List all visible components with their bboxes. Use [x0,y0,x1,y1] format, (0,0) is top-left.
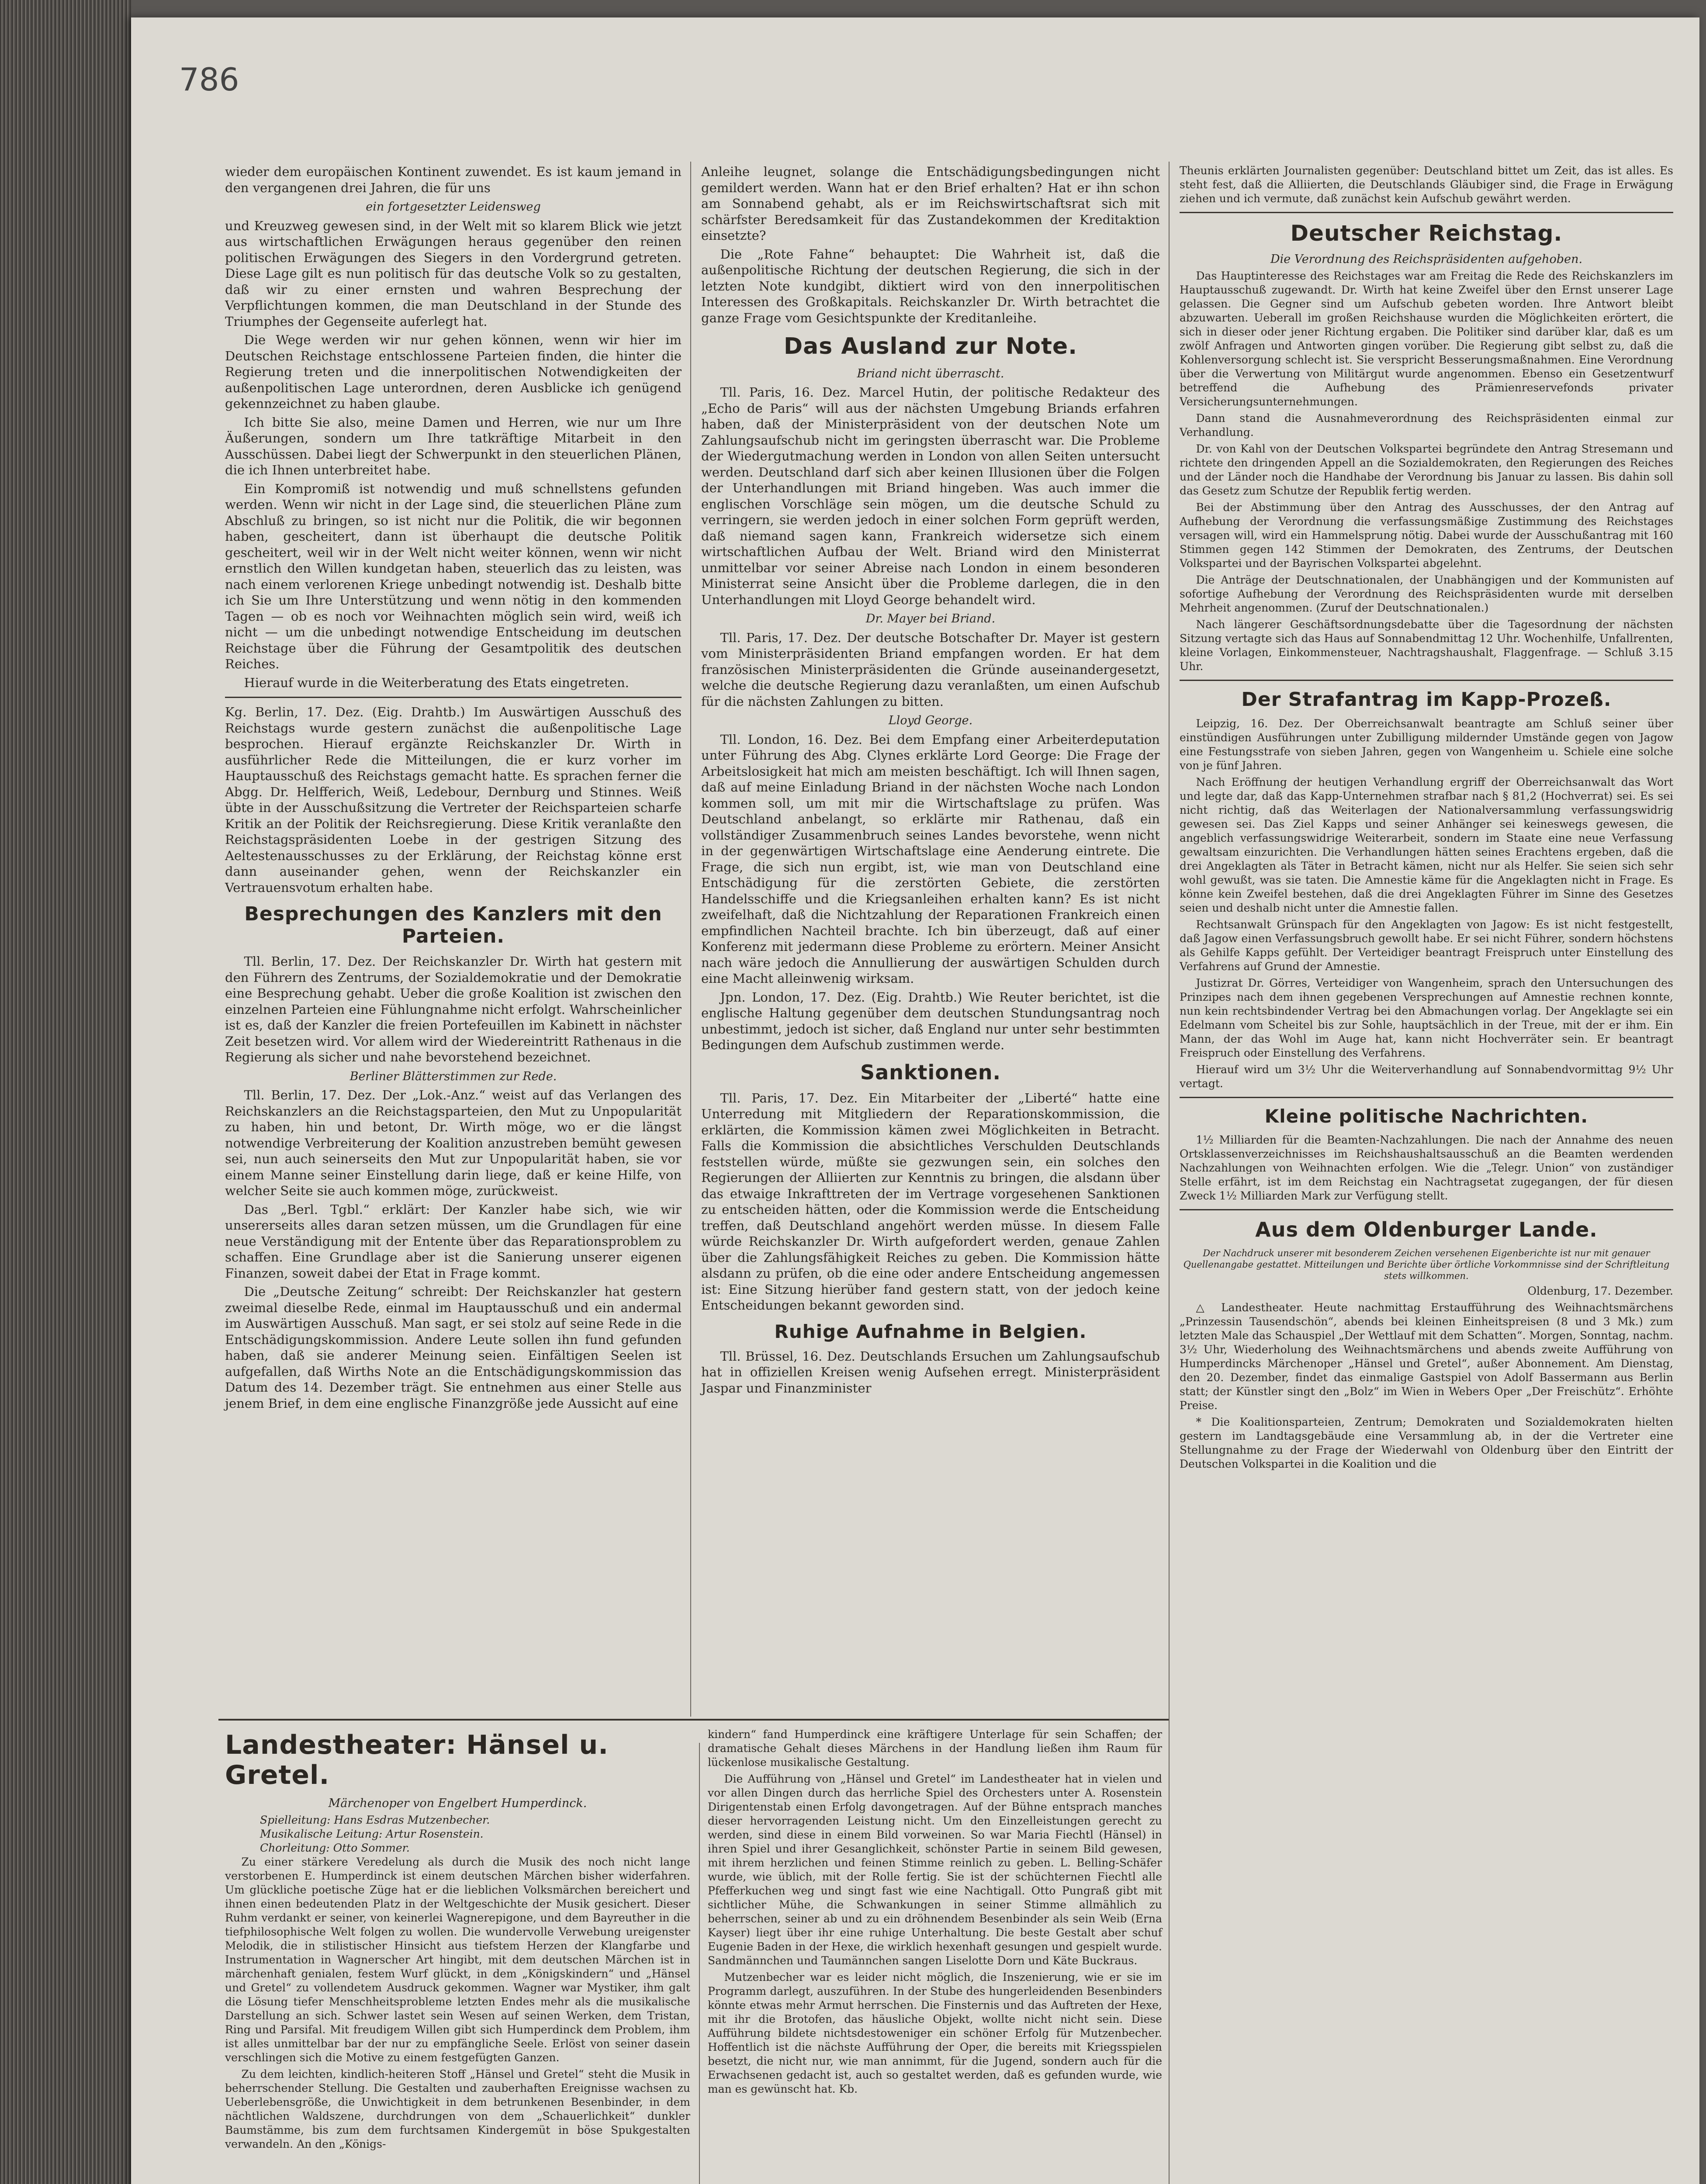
column-rule [690,162,691,1717]
paragraph: Rechtsanwalt Grünspach für den Angeklagten von Jagow: Es ist nicht festgestellt, daß Jagow einen Verfassungsbruch gewollt habe. Er sei nicht Führer, sondern höchstens als Gehilfe Kapps gefühlt. Der Verteidiger beantragt Freispruch unter Einstellung des Verfahrens auf Grund der Amnestie. [1180,918,1673,973]
divider [1180,680,1673,681]
credit-line: Chorleitung: Otto Sommer. [260,1842,410,1854]
paragraph: Tll. Paris, 17. Dez. Ein Mitarbeiter der „Liberté“ hatte eine Unterredung mit Mitgliedern der Reparationskommission, die erklärten, die Kommission kämen zwei Möglichkeiten in Betracht. Falls die Kommission die absichtliches Verschulden Deutschlands feststellen würde, müßte sie gezwungen sein, ein solches den Regierungen der Alliierten zur Kenntnis zu bringen, die alsdann über das etwaige Inkrafttreten der im Vertrage vorgesehenen Sanktionen zu entscheiden hätten, oder die Kommission werde die Entscheidung treffen, daß Deutschland angehört werden müsse. In diesem Falle würde Reichskanzler Dr. Wirth aufgefordert werden, genaue Zahlen über die Zahlungsfähigkeit Reiches zu geben. Die Kommission hätte alsdann zu prüfen, ob die eine oder andere Entscheidung angemessen ist: Eine Sitzung hierüber fand gestern statt, von der jedoch keine Entscheidungen bekannt geworden sind. [701,1090,1160,1313]
subheading: Dr. Mayer bei Briand. [865,612,996,626]
page-number: 786 [179,61,239,98]
paragraph: △ Landestheater. Heute nachmittag Erstaufführung des Weihnachtsmärchens „Prinzessin Tausendschön“, abends bei kleinen Einheitspreisen (8 und 3 Mk.) zum letzten Male das Schauspiel „Der Wettlauf mit dem Schatten“. Morgen, Sonntag, nachm. 3½ Uhr, Wiederholung des Weihnachtsmärchens und abends zweite Aufführung von Humperdincks Märchenoper „Hänsel und Gretel“, außer Abonnement. Am Dienstag, den 20. Dezember, findet das einmalige Gastspiel von Adolf Bassermann aus Berlin statt; der Künstler singt den „Bolz“ im Wien in Webers Oper „Der Freischütz“. Erhöhte Preise. [1180,1301,1673,1412]
paragraph: Tll. Brüssel, 16. Dez. Deutschlands Ersuchen um Zahlungsaufschub hat in offiziellen Kreisen wenig Aufsehen erregt. Ministerpräsident Jaspar und Finanzminister [701,1348,1160,1396]
credits [225,1813,690,1855]
subheading: Lloyd George. [888,714,973,728]
paragraph: wieder dem europäischen Kontinent zuwendet. Es ist kaum jemand in den vergangenen drei Jahren, die für uns [225,164,682,195]
headline: Der Strafantrag im Kapp-Prozeß. [1241,688,1612,711]
divider [1180,212,1673,213]
paragraph: Bei der Abstimmung über den Antrag des Ausschusses, der den Antrag auf Aufhebung der Verordnung die verfassungsmäßige Zustimmung des Reichstages versagen will, wird ein Hammelsprung nötig. Dabei wurde der Ausschußantrag mit 160 Stimmen gegen 142 Stimmen der Demokraten, des Zentrums, der Deutschen Volkspartei und der Bayrischen Volkspartei abgelehnt. [1180,501,1673,570]
paragraph: Die „Deutsche Zeitung“ schreibt: Der Reichskanzler hat gestern zweimal dieselbe Rede, einmal im Hauptausschuß und ein andermal im Auswärtigen Ausschuß. Man sagt, er sei stolz auf seine Rede in die Entschädigungskommission. Andere Leute sollen ihn fund gefunden haben, daß sie anderer Meinung seien. Einfältigen Seelen ist aufgefallen, daß Wirths Note an die Entschädigungskommission das Datum des 14. Dezember trägt. Sie entnehmen aus einer Stelle aus jenem Brief, in dem eine englische Finanzgröße jede Aussicht auf eine [225,1284,682,1411]
paragraph: Die Wege werden wir nur gehen können, wenn wir hier im Deutschen Reichstage entschlossene Parteien finden, die hinter die Regierung treten und die innerpolitischen Notwendigkeiten der außenpolitischen Lage unterordnen, deren Ausblicke ich genügend gekennzeichnet zu haben glaube. [225,332,682,411]
paragraph: Nach Eröffnung der heutigen Verhandlung ergriff der Oberreichsanwalt das Wort und legte dar, daß das Kapp-Unternehmen strafbar nach § 81,2 (Hochverrat) sei. Es sei nicht richtig, daß das Weiterlagen der Nationalversammlung verfassungswidrig gewesen sei. Das Ziel Kapps und seiner Anhänger sei keineswegs gewesen, die angeblich verfassungswidrige Weiterarbeit, sondern im Staate eine neue Verfassung gewaltsam einzurichten. Die Verhandlungen hätten seines Erachtens ergeben, daß die drei Angeklagten als Täter in Betracht kämen, nicht nur als Helfer. Sie seien sich sehr wohl gewußt, was sie taten. Die Amnestie käme für die Angeklagten nicht in Frage. Es könne kein Zweifel bestehen, daß die drei Angeklagten Führer im Sinne des Gesetzes seien und deshalb nicht unter die Amnestie fallen. [1180,776,1673,915]
paragraph: 1½ Milliarden für die Beamten-Nachzahlungen. Die nach der Annahme des neuen Ortsklassenverzeichnisses im Reichshaushaltsausschuß an die Beamten werdenden Nachzahlungen von Weihnachten erfolgen. Wie die „Telegr. Union“ von zuständiger Stelle erfährt, ist im dem Reichstag ein Nachtragsetat zugegangen, der für diesen Zweck 1½ Milliarden Mark zur Verfügung stellt. [1180,1133,1673,1203]
headline: Aus dem Oldenburger Lande. [1255,1218,1598,1242]
column-2 [701,164,1160,1399]
subheading: ein fortgesetzter Leidensweg [366,200,541,214]
paragraph: Mutzenbecher war es leider nicht möglich, die Inszenierung, wie er sie im Programm darlegt, auszuführen. In der Stube des hungerleidenden Besenbinders könnte etwas mehr Armut herrschen. Die Finsternis und das Auftreten der Hexe, mit ihr die Brotofen, das häusliche Objekt, wollte nicht nicht sein. Diese Aufführung bildete nichtsdestoweniger ein schöner Erfolg für Mutzenbecher. Hoffentlich ist die nächste Aufführung der Oper, die bereits mit Kriegsspielen besetzt, die nicht nur, wie man annimmt, für die Jugend, sondern auch für die Erwachsenen gedacht ist, auch so gestaltet werden, daß es gefunden wurde, wie man es gewünscht hat. Kb. [708,1971,1162,2095]
dateline: Oldenburg, 17. Dezember. [1527,1285,1673,1298]
headline: Das Ausland zur Note. [784,333,1077,359]
review-subtitle: Märchenoper von Engelbert Humperdinck. [328,1797,587,1810]
paragraph: Theunis erklärten Journalisten gegenüber: Deutschland bittet um Zeit, das ist alles. Es steht fest, daß die Alliierten, die Deutschlands Gläubiger sind, die Frage in Erwägung ziehen und ich vermute, daß zunächst kein Aufschub gewährt werden. [1180,164,1673,205]
paragraph: Tll. Berlin, 17. Dez. Der Reichskanzler Dr. Wirth hat gestern mit den Führern des Zentrums, der Sozialdemokratie und der Demokratie eine Besprechung gehabt. Ueber die große Koalition ist zwischen den einzelnen Parteien eine Fühlungnahme nicht erfolgt. Wahrscheinlicher ist es, daß der Kanzler die freien Portefeuillen im Kabinett in nächster Zeit besetzen wird. Vor allem wird der Wiedereintritt Rathenaus in die Regierung als sicher und nahe bevorstehend bezeichnet. [225,954,682,1065]
divider [225,697,682,698]
paragraph: Die Anträge der Deutschnationalen, der Unabhängigen und der Kommunisten auf sofortige Aufhebung der Verordnung des Reichspräsidenten wurde mit derselben Mehrheit angenommen. (Zuruf der Deutschnationalen.) [1180,573,1673,614]
paragraph: Die Aufführung von „Hänsel und Gretel“ im Landestheater hat in vielen und vor allen Dingen durch das herrliche Spiel des Orchesters unter A. Rosenstein Dirigentenstab einen Erfolg davongetragen. Auf der Bühne entsprach manches dieser hervorragenden Leistung nicht. Um den Einzelleistungen gerecht zu werden, sind diese in einem Bild vorweinen. So war Maria Fiechtl (Hänsel) in ihren Spiel und ihrer Gesanglichkeit, schönster Partie in seinem Bild gewesen, mit ihrem herzlichen und feinen Stimme reinlich zu geben. L. Belling-Schäfer wurde, wie üblich, mit der Rolle fertig. Sie ist der schüchternen Fiechtl alle Pfefferkuchen weg und singt fast wie eine Nachtigall. Otto Pungraß gibt mit sichtlicher Mühe, die Schwankungen in seiner Stimme allmählich zu beherrschen, seiner ab und zu ein dröhnendem Besenbinder als sein Weib (Erna Kayser) liegt über ihr eine ruhige Unterhaltung. Die beste Gestalt aber schuf Eugenie Baden in der Hexe, die wirklich hexenhaft gesungen und gespielt wurde. Sandmännchen und Taumännchen sangen Liselotte Dorn und Käte Buckraus. [708,1773,1162,1967]
divider [1180,1097,1673,1098]
paragraph: und Kreuzweg gewesen sind, in der Welt mit so klarem Blick wie jetzt aus wirtschaftlichen Erwägungen heraus gegenüber den reinen politischen Erwägungen des Siegers in den Vordergrund getreten. Diese Lage gilt es nun politisch für das deutsche Volk so zu gestalten, daß wir zu einer ernsten und wahren Besprechung der Verpflichtungen kommen, die man Deutschland in der Stunde des Triumphes der Gegenseite auferlegt hat. [225,218,682,329]
headline: Deutscher Reichstag. [1290,221,1563,246]
paragraph: kindern“ fand Humperdinck eine kräftigere Unterlage für sein Schaffen; der dramatische Gehalt dieses Märchens in der Handlung ließen ihm Raum für lückenlose musikalische Gestaltung. [708,1728,1162,1769]
column-3 [1180,164,1673,1474]
newspaper-page [131,17,1699,2184]
subheading: Briand nicht überrascht. [857,366,1004,380]
column-1 [225,164,682,1414]
paragraph: Anleihe leugnet, solange die Entschädigungsbedingungen nicht gemildert werden. Wann hat er den Brief erhalten? Hat er ihn schon am Sonnabend gehabt, als er im Reichswirtschaftsrat sich mit schärfster Beredsamkeit für das Zustandekommen der Kreditaktion einsetzte? [701,164,1160,243]
theater-review-column-1 [225,1728,690,2154]
paragraph: Hierauf wird um 3½ Uhr die Weiterverhandlung auf Sonnabendvormittag 9½ Uhr vertagt. [1180,1063,1673,1090]
paragraph: Dann stand die Ausnahmeverordnung des Reichspräsidenten einmal zur Verhandlung. [1180,411,1673,439]
paragraph: Tll. Berlin, 17. Dez. Der „Lok.-Anz.“ weist auf das Verlangen des Reichskanzlers an die Reichstagsparteien, den Mut zu Unpopularität zu haben, hin und betont, Dr. Wirth möge, wo er die längst notwendige Verbreiterung der Koalition anzustreben bemüht gewesen sei, nun auch seinerseits den Mut zur Unpopularität haben, sie vor einem Manne seiner Einstellung darin liege, daß er keine Hilfe, von welcher Seite sie auch kommen möge, zurückweist. [225,1088,682,1199]
paragraph: Nach längerer Geschäftsordnungsdebatte über die Tagesordnung der nächsten Sitzung vertagte sich das Haus auf Sonnabendmittag 12 Uhr. Wochenhilfe, Unfallrenten, kleine Vorlagen, Einkommensteuer, Nachtragshaushalt, Flaggenfrage. — Schluß 3.15 Uhr. [1180,618,1673,673]
headline: Kleine politische Nachrichten. [1264,1106,1588,1127]
subheading: Berliner Blätterstimmen zur Rede. [350,1069,557,1083]
theater-review-column-2 [708,1728,1162,2099]
credit-line: Spielleitung: Hans Esdras Mutzenbecher. [260,1814,490,1826]
paragraph: Kg. Berlin, 17. Dez. (Eig. Drahtb.) Im Auswärtigen Ausschuß des Reichstags wurde gestern zunächst die außenpolitische Lage besprochen. Hierauf ergänzte Reichskanzler Dr. Wirth in ausführlicher Rede die Mitteilungen, die er kurz vorher im Hauptausschuß des Reichstags gemacht hatte. Es sprachen ferner die Abgg. Dr. Helfferich, Weiß, Ledebour, Dernburg und Stinnes. Weiß übte in der Ausschußsitzung die Vertreter der Reichsparteien scharfe Kritik an der Politik der Reichsregierung. Diese Kritik veranlaßte den Reichstagspräsidenten Loebe in der gestrigen Sitzung des Aeltestenausschusses zu der Erklärung, der Reichstag könne erst dann auseinander gehen, wenn der Reichskanzler ein Vertrauensvotum erhalten habe. [225,705,682,895]
paragraph: Jpn. London, 17. Dez. (Eig. Drahtb.) Wie Reuter berichtet, ist die englische Haltung gegenüber dem deutschen Stundungsantrag noch unbestimmt, jedoch ist sicher, daß England nur unter sehr bestimmten Bedingungen dem Aufschub zustimmen werde. [701,989,1160,1053]
book-spine [0,0,131,2184]
paragraph: Zu einer stärkere Veredelung als durch die Musik des noch nicht lange verstorbenen E. Humperdinck ist einem deutschen Märchen bisher widerfahren. Um glückliche poetische Züge hat er die lieblichen Volksmärchen bereichert und ihnen einen bedeutenden Platz in der Weltgeschichte der Musik gesichert. Dieser Ruhm verdankt er seiner, von keinerlei Wagnerepigone, und dem Bayreuther in die tiefphilosophische Welt folgen zu wollen. Die wundervolle Verwebung ureigenster Melodik, die in stilistischer Hinsicht aus tiefstem Herzen der Klangfarbe und Instrumentation in Wagnerscher Art hingibt, mit dem deutschen Märchen ist in märchenhaft genialen, festem Wurf glückt, in dem „Königskindern“ und „Hänsel und Gretel“ zu vollendetem Ausdruck gekommen. Wagner war Mystiker, ihm galt die Lösung tiefer Menschheitsprobleme letzten Endes mehr als die musikalische Darstellung an sich. Schwer lastet sein Wesen auf seinen Werken, dem Tristan, Ring und Parsifal. Mit freudigem Willen gibt sich Humperdinck dem Problem, ihm ist alles unmittelbar bar der nur zu empfängliche Seele. Erlöst von seiner dasein verschlingen sich die Motive zu einem festgefügten Ganzen. [225,1856,690,2064]
column-rule [699,1743,700,2184]
paragraph: Ich bitte Sie also, meine Damen und Herren, wie nur um Ihre Äußerungen, sondern um Ihre tatkräftige Mitarbeit in den Ausschüssen. Dabei liegt der Schwerpunkt in den steuerlichen Plänen, die ich Ihnen unterbreitet habe. [225,415,682,477]
subheading: Die Verordnung des Reichspräsidenten aufgehoben. [1270,252,1583,266]
paragraph: Ein Kompromiß ist notwendig und muß schnellstens gefunden werden. Wenn wir nicht in der Lage sind, die steuerlichen Pläne zum Abschluß zu bringen, so ist nicht nur die Politik, die wir begonnen haben, gescheitert, dann ist überhaupt die deutsche Politik gescheitert, weil wir in der Welt nicht weiter können, wenn wir nicht ernstlich den Willen kundgetan haben, steuerlich das zu leisten, was nach einem verlorenen Kriege unbedingt notwendig ist. Deshalb bitte ich Sie um Ihre Unterstützung und wenn nötig in den kommenden Tagen — ob es noch vor Weihnachten möglich sein wird, weiß ich nicht — um die unbedingt notwendige Entscheidung im deutschen Reichstage über die Führung der Gesamtpolitik des deutschen Reiches. [225,481,682,671]
column-rule [1169,162,1170,2184]
paragraph: Die „Rote Fahne“ behauptet: Die Wahrheit ist, daß die außenpolitische Richtung der deutschen Regierung, die sich in der letzten Note kundgibt, diktiert wird von den innerpolitischen Interessen des Großkapitals. Reichskanzler Dr. Wirth betrachtet die ganze Frage vom Gesichtspunkte der Kreditanleihe. [701,246,1160,325]
paragraph: Leipzig, 16. Dez. Der Oberreichsanwalt beantragte am Schluß seiner über einstündigen Ausführungen unter Zubilligung mildernder Umstände gegen von Jagow eine Festungsstrafe von sieben Jahren, gegen von Wangenheim u. Schiele eine solche von je fünf Jahren. [1180,717,1673,772]
subheading: Der Nachdruck unserer mit besonderem Zeichen versehenen Eigenberichte ist nur mit genauer Quellenangabe gestattet. Mitteilungen und Berichte über örtliche Vorkommnisse sind der Schriftleitung stets willkommen. [1183,1248,1670,1282]
headline: Sanktionen. [860,1060,1001,1084]
paragraph: Tll. Paris, 17. Dez. Der deutsche Botschafter Dr. Mayer ist gestern vom Ministerpräsidenten Briand empfangen worden. Er hat dem französischen Ministerpräsidenten die Gründe auseinandergesetzt, welche die deutsche Regierung dazu veranlaßten, um einen Aufschub für die nächsten Zahlungen zu bitten. [701,630,1160,709]
feuilleton-rule [218,1719,1169,1721]
credit-line: Musikalische Leitung: Artur Rosenstein. [260,1828,484,1840]
paragraph: Das „Berl. Tgbl.“ erklärt: Der Kanzler habe sich, wie wir unsererseits alles daran setzen müssen, um die Grundlagen für eine neue Verständigung mit der Entente über das Reparationsproblem zu schaffen. Eine Grundlage aber ist die Sanierung unserer eigenen Finanzen, soweit dabei der Etat in Frage kommt. [225,1202,682,1281]
headline: Besprechungen des Kanzlers mit den Parteien. [244,903,662,947]
paragraph: Hierauf wurde in die Weiterberatung des Etats eingetreten. [244,675,629,690]
review-title: Landestheater: Hänsel u. Gretel. [225,1730,609,1790]
paragraph: * Die Koalitionsparteien, Zentrum; Demokraten und Sozialdemokraten hielten gestern im Landtagsgebäude eine Versammlung ab, in der die Vertreter eine Stellungnahme zu der Frage der Wiederwahl von Oldenburg über den Eintritt der Deutschen Volkspartei in die Koalition und die [1180,1416,1673,1471]
paragraph: Justizrat Dr. Görres, Verteidiger von Wangenheim, sprach den Untersuchungen des Prinzipes nach dem ihnen gegebenen Versprechungen auf Amnestie rechnen konnte, nun kein rechtsbindender Vertrag bei den Abmachungen vorlag. Der Angeklagte sei ein Edelmann vom Scheitel bis zur Sohle, hauptsächlich in der Treue, mit der er ihm. Ein Mann, der das Wohl im Auge hat, kann nicht Hochverräter sein. Er beantragt Freispruch oder Einstellung des Verfahrens. [1180,977,1673,1060]
paragraph: Dr. von Kahl von der Deutschen Volkspartei begründete den Antrag Stresemann und richtete den dringenden Appell an die Sozialdemokraten, den Regierungen des Reiches und der Länder noch die Handhabe der Verordnung bis Januar zu lassen. Bis dahin soll das Gesetz zum Schutze der Republik fertig werden. [1180,442,1673,497]
headline: Ruhige Aufnahme in Belgien. [774,1320,1087,1342]
divider [1180,1209,1673,1210]
paragraph: Tll. London, 16. Dez. Bei dem Empfang einer Arbeiterdeputation unter Führung des Abg. Clynes erklärte Lord George: Die Frage der Arbeitslosigkeit hat mich am meisten beschäftigt. Ich will Ihnen sagen, daß auf meine Einladung Briand in der nächsten Woche nach London kommen soll, um mit mir die Wirtschaftslage zu prüfen. Was Deutschland anbelangt, so erklärte mir Rathenau, daß ein vollständiger Zusammenbruch seines Landes bevorstehe, wenn nicht in der gegenwärtigen Wirtschaftslage eine Aenderung eintrete. Die Frage, die sich nun ergibt, ist, wie man von Deutschland eine Entschädigung für die zerstörten Gebiete, die zerstörten Handelsschiffe und die Kriegsanleihen erhalten kann? Es ist nicht zweifelhaft, daß die Nichtzahlung der Reparationen Frankreich einen empfindlichen Nachteil brachte. Ich bin überzeugt, daß auf einer Konferenz mit jedermann diese Probleme zu erörtern. Meiner Ansicht nach wäre jedoch die Annullierung der auswärtigen Schulden durch eine Macht alleinwenig wirksam. [701,732,1160,986]
paragraph: Das Hauptinteresse des Reichstages war am Freitag die Rede des Reichskanzlers im Hauptausschuß zugewandt. Dr. Wirth hat keine Zweifel über den Ernst unserer Lage gelassen. Die Gegner sind um Aufschub gebeten worden. Ihre Antwort bleibt abzuwarten. Ueberall im großen Reichshause wurden die Möglichkeiten erörtert, die sich in dieser oder jener Richtung ergaben. Die Politiker sind darüber klar, daß es um zwölf Anfragen und Antworten gingen vorüber. Die Regierung gibt selbst zu, daß die Kohlenversorgung schlecht ist. Sie verspricht Besserungsmaßnahmen. Eine Verordnung über die Verwertung von Militärgut wurde angenommen. Ebenso ein Gesetzentwurf betreffend die Aufhebung des Prämienreservefonds privater Versicherungsunternehmungen. [1180,269,1673,408]
paragraph: Tll. Paris, 16. Dez. Marcel Hutin, der politische Redakteur des „Echo de Paris“ will aus der nächsten Umgebung Briands erfahren haben, daß der Ministerpräsident von der deutschen Note um Zahlungsaufschub nicht im geringsten überrascht war. Die Probleme der Wiedergutmachung werden in London von allen Seiten untersucht werden. Deutschland darf sich aber keinen Illusionen über die Folgen der Unterhandlungen mit Briand hingeben. Was auch immer die englischen Vorschläge sein mögen, um die deutsche Schuld zu verringern, sie werden jedoch in einer solchen Form geprüft werden, daß niemand sagen kann, Frankreich widersetze sich einem wirtschaftlichen Aufbau der Welt. Briand wird den Ministerrat unmittelbar vor seiner Abreise nach London in einem besonderen Ministerrat seine Ansicht über die Probleme darlegen, die in den Unterhandlungen mit Lloyd George behandelt wird. [701,385,1160,607]
paragraph: Zu dem leichten, kindlich-heiteren Stoff „Hänsel und Gretel“ steht die Musik in beherrschender Stellung. Die Gestalten und zauberhaften Ereignisse wachsen zu Ueberlebensgröße, die Unwichtigkeit in dem betrunkenen Besenbinder, in dem nächtlichen Waldszene, durchdrungen von dem „Schauerlichkeit“ dunkler Baumstämme, bis zum dem furchtsamen Kindergemüt in böse Spukgestalten verwandeln. An den „Königs- [225,2068,690,2150]
